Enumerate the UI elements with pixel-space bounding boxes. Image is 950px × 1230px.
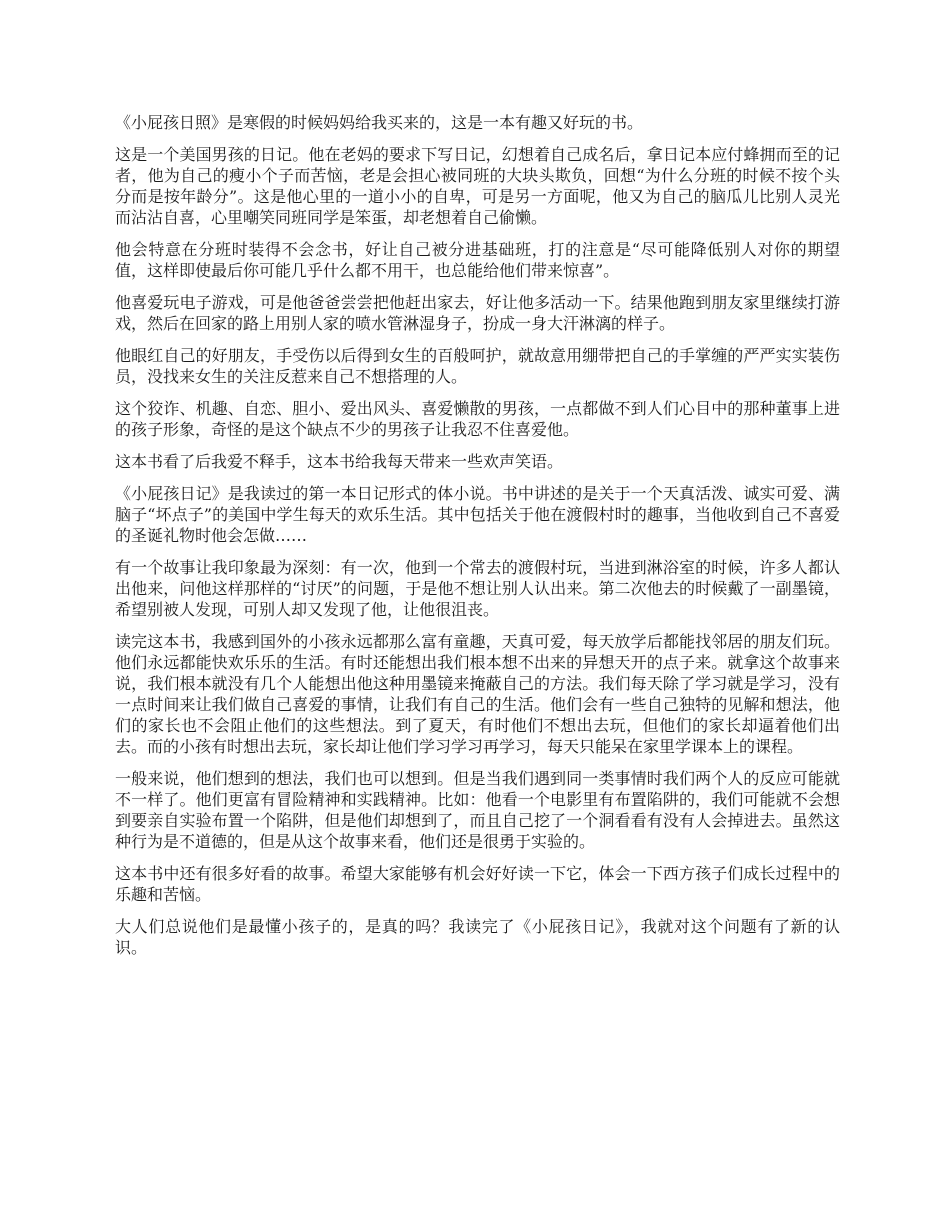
paragraph-6: 这个狡诈、机趣、自恋、胆小、爱出风头、喜爱懒散的男孩，一点都做不到人们心目中的那种董事上进的孩子形象，奇怪的是这个缺点不少的男孩子让我忍不住喜爱他。 <box>115 399 840 439</box>
paragraph-12: 这本书中还有很多好看的故事。希望大家能够有机会好好读一下它，体会一下西方孩子们成长过程中的乐趣和苦恼。 <box>115 864 840 904</box>
paragraph-11: 一般来说，他们想到的想法，我们也可以想到。但是当我们遇到同一类事情时我们两个人的反应可能就不一样了。他们更富有冒险精神和实践精神。比如：他看一个电影里有布置陷阱的，我们可能就不会想到要亲自实验布置一个陷阱，但是他们却想到了，而且自己挖了一个洞看看有没有人会掉进去。虽然这种行为是不道德的，但是从这个故事来看，他们还是很勇于实验的。 <box>115 769 840 851</box>
paragraph-10: 读完这本书，我感到国外的小孩永远都那么富有童趣，天真可爱，每天放学后都能找邻居的朋友们玩。他们永远都能快欢乐乐的生活。有时还能想出我们根本想不出来的异想天开的点子来。就拿这个故事来说，我们根本就没有几个人能想出他这种用墨镜来掩蔽自己的方法。我们每天除了学习就是学习，没有一点时间来让我们做自己喜爱的事情，让我们有自己的生活。他们会有一些自己独特的见解和想法，他们的家长也不会阻止他们的这些想法。到了夏天，有时他们不想出去玩，但他们的家长却逼着他们出去。而的小孩有时想出去玩，家长却让他们学习学习再学习，每天只能呆在家里学课本上的课程。 <box>115 632 840 756</box>
paragraph-1: 《小屁孩日照》是寒假的时候妈妈给我买来的，这是一本有趣又好玩的书。 <box>115 113 644 132</box>
paragraph-8: 《小屁孩日记》是我读过的第一本日记形式的体小说。书中讲述的是关于一个天真活泼、诚实可爱、满脑子“坏点子”的美国中学生每天的欢乐生活。其中包括关于他在渡假村时的趣事，当他收到自己不喜爱的圣诞礼物时他会怎做…… <box>115 484 840 545</box>
paragraph-5: 他眼红自己的好朋友，手受伤以后得到女生的百般呵护，就故意用绷带把自己的手掌缠的严严实实装伤员，没找来女生的关注反惹来自己不想搭理的人。 <box>115 346 840 386</box>
paragraph-3: 他会特意在分班时装得不会念书，好让自己被分进基础班，打的注意是“尽可能降低别人对你的期望值，这样即使最后你可能几乎什么都不用干，也总能给他们带来惊喜”。 <box>115 240 840 280</box>
paragraph-9: 有一个故事让我印象最为深刻：有一次，他到一个常去的渡假村玩，当进到淋浴室的时候，许多人都认出他来，问他这样那样的“讨厌”的问题，于是他不想让别人认出来。第二次他去的时候戴了一副墨镜，希望别被人发现，可别人却又发现了他，让他很沮丧。 <box>115 558 840 619</box>
paragraph-2: 这是一个美国男孩的日记。他在老妈的要求下写日记，幻想着自己成名后，拿日记本应付蜂拥而至的记者，他为自己的瘦小个子而苦恼，老是会担心被同班的大块头欺负，回想“为什么分班的时候不按个头分而是按年龄分”。这是他心里的一道小小的自卑，可是另一方面呢，他又为自己的脑瓜儿比别人灵光而沾沾自喜，心里嘲笑同班同学是笨蛋，却老想着自己偷懒。 <box>115 145 840 227</box>
document-body <box>115 112 840 969</box>
paragraph-4: 他喜爱玩电子游戏，可是他爸爸尝尝把他赶出家去，好让他多活动一下。结果他跑到朋友家里继续打游戏，然后在回家的路上用别人家的喷水管淋湿身子，扮成一身大汗淋漓的样子。 <box>115 293 840 333</box>
paragraph-7: 这本书看了后我爱不释手，这本书给我每天带来一些欢声笑语。 <box>115 452 564 471</box>
paragraph-13: 大人们总说他们是最懂小孩子的，是真的吗？我读完了《小屁孩日记》，我就对这个问题有了新的认识。 <box>115 917 840 957</box>
